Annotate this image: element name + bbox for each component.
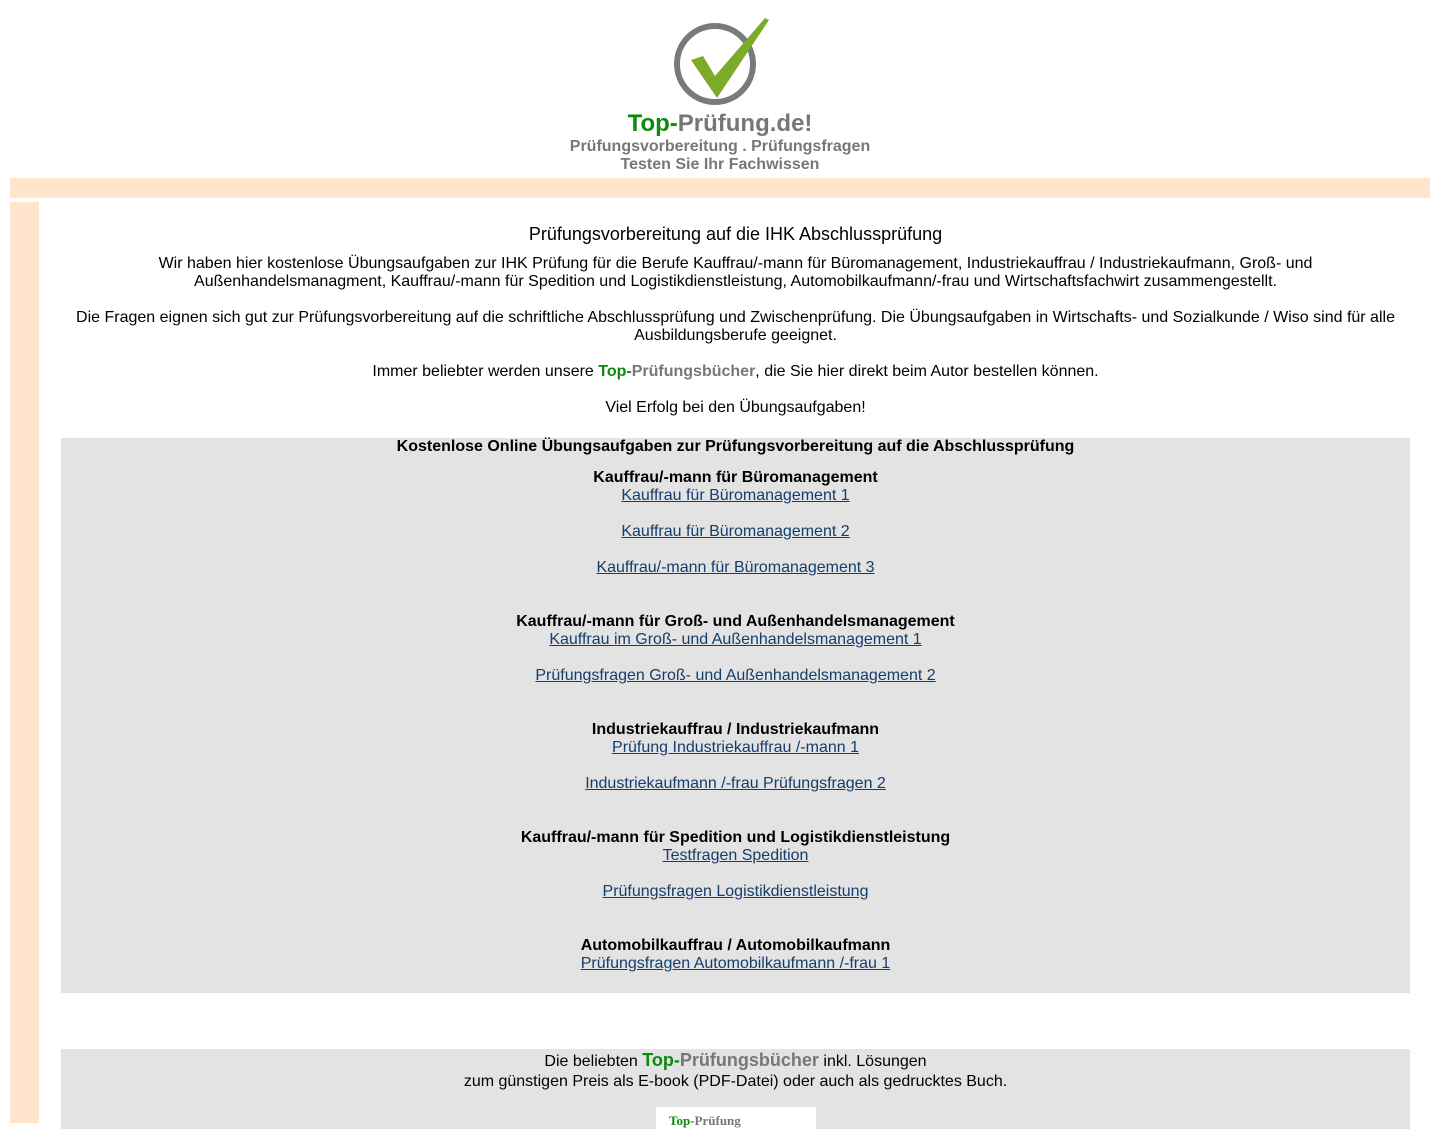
exercise-link[interactable]: Industriekaufmann /-frau Prüfungsfragen 2 — [585, 775, 886, 792]
books-post: inkl. Lösungen — [818, 1053, 927, 1070]
section-grosshandel — [61, 613, 1410, 685]
books-brand-rest[interactable]: Prüfungsbücher — [631, 363, 756, 380]
books-line-1 — [61, 1050, 1410, 1072]
books-brand-rest[interactable]: Prüfungsbücher — [679, 1050, 819, 1070]
exercise-link[interactable]: Kauffrau für Büromanagement 2 — [621, 523, 850, 540]
exercise-link[interactable]: Prüfungsfragen Logistikdienstleistung — [602, 883, 869, 900]
exercise-link[interactable]: Testfragen Spedition — [662, 847, 809, 864]
books-line-2: zum günstigen Preis als E-book (PDF-Datei) oder auch als gedrucktes Buch. — [463, 1073, 1008, 1090]
intro-paragraph-4: Viel Erfolg bei den Übungsaufgaben! — [605, 399, 866, 416]
left-sidebar-bar — [10, 202, 39, 1123]
intro-paragraph-2: Die Fragen eignen sich gut zur Prüfungsvorbereitung auf die schriftliche Abschlussprüfung und Zwischenprüfung. Die Übungsaufgaben in Wirtschafts- und Sozialkunde / Wiso sind für alle Ausbildungsberufe geeignet. — [76, 309, 1395, 344]
intro-paragraph-1: Wir haben hier kostenlose Übungsaufgaben zur IHK Prüfung für die Berufe Kauffrau/-mann für Büromanagement, Industriekauffrau / Industriekaufmann, Groß- und Außenhandelsmanagment, Kauffrau/-mann für Spedition und Logistikdienstleistung, Automobilkaufmann/-frau und Wirtschaftsfachwirt zusammengestellt. — [158, 255, 1313, 290]
section-automobilkaufmann — [61, 937, 1410, 973]
book-cover-rest: Prüfung — [694, 1113, 741, 1128]
books-brand-top[interactable]: Top- — [642, 1050, 680, 1070]
section-spedition — [61, 829, 1410, 901]
tagline-1: Prüfungsvorbereitung . Prüfungsfragen — [569, 138, 871, 155]
brand-top: Top- — [627, 110, 678, 137]
exercise-link[interactable]: Kauffrau/-mann für Büromanagement 3 — [596, 559, 875, 576]
exercise-link[interactable]: Prüfungsfragen Automobilkaufmann /-frau 1 — [580, 955, 891, 972]
exercises-title: Kostenlose Online Übungsaufgaben zur Prüfungsvorbereitung auf die Abschlussprüfung — [396, 438, 1075, 455]
checkmark-logo-icon — [665, 16, 775, 106]
exercise-link[interactable]: Kauffrau für Büromanagement 1 — [621, 487, 850, 504]
section-title: Kauffrau/-mann für Spedition und Logistikdienstleistung — [520, 829, 951, 846]
section-title: Kauffrau/-mann für Groß- und Außenhandelsmanagement — [516, 613, 955, 630]
books-box — [61, 1049, 1410, 1129]
intro-books-pre: Immer beliebter werden unsere — [372, 363, 599, 380]
book-cover-image[interactable] — [656, 1107, 816, 1137]
section-title: Automobilkauffrau / Automobilkaufmann — [580, 937, 891, 954]
intro-title: Prüfungsvorbereitung auf die IHK Abschlussprüfung — [528, 224, 943, 244]
site-header — [0, 0, 1440, 174]
main-content — [61, 202, 1410, 993]
tagline-2: Testen Sie Ihr Fachwissen — [620, 156, 820, 173]
section-title: Industriekauffrau / Industriekaufmann — [591, 721, 880, 738]
exercise-link[interactable]: Prüfungsfragen Groß- und Außenhandelsmanagement 2 — [535, 667, 936, 684]
exercise-link[interactable]: Kauffrau im Groß- und Außenhandelsmanagement 1 — [549, 631, 922, 648]
section-bueromanagement — [61, 469, 1410, 577]
section-industriekaufmann — [61, 721, 1410, 793]
top-divider-bar — [10, 178, 1430, 198]
book-cover-top: Top- — [669, 1113, 695, 1128]
section-title: Kauffrau/-mann für Büromanagement — [593, 469, 878, 486]
books-pre: Die beliebten — [544, 1053, 643, 1070]
intro-paragraph-3 — [61, 363, 1410, 381]
brand-rest: Prüfung.de! — [677, 110, 813, 137]
site-brand[interactable] — [0, 110, 1440, 138]
books-brand-top[interactable]: Top- — [598, 363, 632, 380]
exercises-box — [61, 438, 1410, 993]
intro-books-post: , die Sie hier direkt beim Autor bestellen können. — [755, 363, 1099, 380]
exercise-link[interactable]: Prüfung Industriekauffrau /-mann 1 — [612, 739, 859, 756]
